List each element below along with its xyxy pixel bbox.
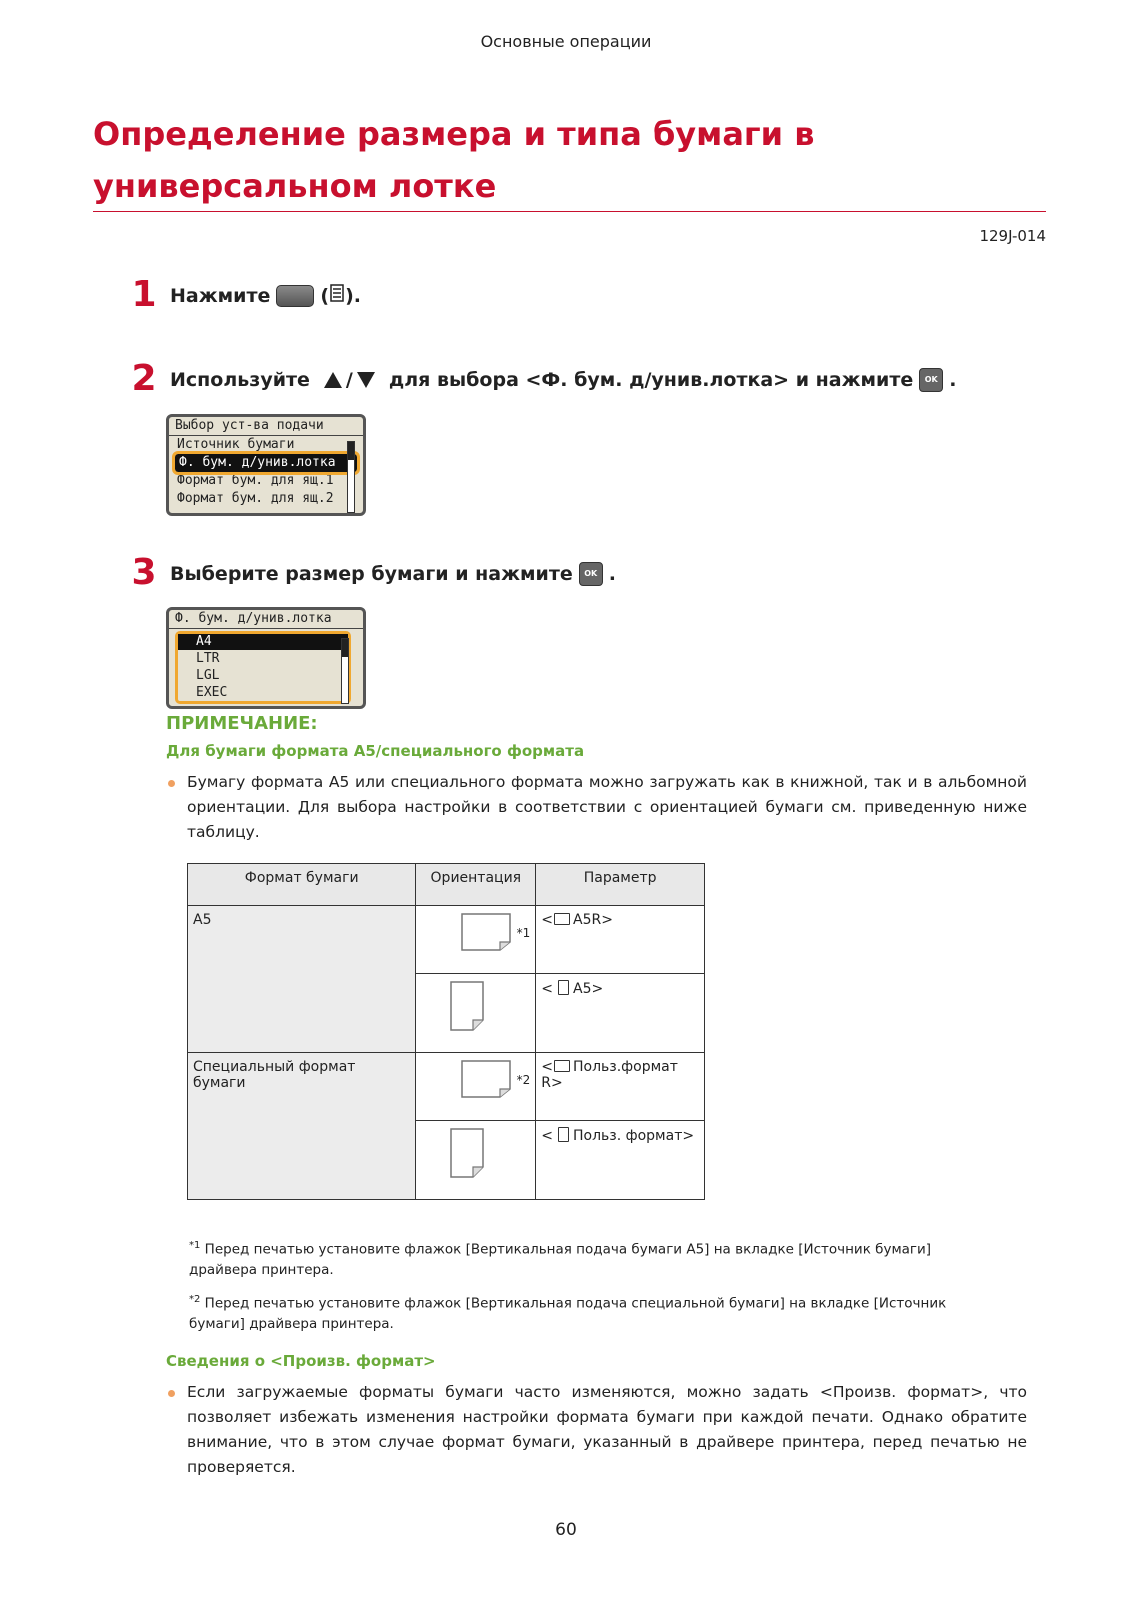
param-value: A5> [573,981,604,997]
bullet-icon [168,1390,175,1397]
page-title [93,108,1043,212]
landscape-paper-icon [554,1060,570,1072]
param-value: A5R> [573,912,613,928]
portrait-paper-icon [558,980,569,995]
page-number: 60 [555,1520,577,1540]
step-3-number: 3 [131,552,157,593]
menu-key-icon [276,285,314,307]
param-bracket: < [541,981,553,997]
footnote-mark: *1 [189,1240,201,1251]
param-bracket: < [541,912,553,928]
title-divider [93,211,1046,212]
param-value: Польз. формат> [573,1128,695,1144]
lcd-item: EXEC [196,685,228,700]
table-row [188,1053,705,1121]
running-header: Основные операции [480,32,652,51]
table-row [188,906,705,974]
paper-portrait-icon [449,1127,485,1179]
table-cell-orientation [416,1121,536,1200]
footnote-1 [189,1236,999,1280]
lcd-item: LGL [196,668,220,683]
lcd-screen-paper-size [166,607,366,709]
lcd-item: Источник бумаги [177,437,295,452]
step-3-text [170,562,616,586]
step-2-text [170,368,956,392]
step-2-instruction: для выбора <Ф. бум. д/унив.лотка> и нажмите [388,369,914,391]
step-2-slash: / [345,369,353,391]
paper-portrait-icon [449,980,485,1032]
page-title-line-2: универсальном лотке [93,167,497,205]
paper-settings-table [187,863,705,1200]
lcd-scroll-thumb [342,639,348,657]
portrait-paper-icon [558,1127,569,1142]
table-cell-parameter [536,1121,705,1200]
note-heading: ПРИМЕЧАНИЕ: [166,713,318,734]
bullet-icon [168,780,175,787]
up-arrow-icon [324,372,342,388]
paper-landscape-icon [460,912,512,952]
lcd-title: Ф. бум. д/унив.лотка [169,610,363,629]
lcd-scrollbar [347,441,355,513]
lcd-screen-feed-select [166,414,366,516]
landscape-paper-icon [554,913,570,925]
footnote-text: Перед печатью установите флажок [Вертикальная подача бумаги A5] на вкладке [Источник бумаги] драйвера принтера. [189,1241,932,1278]
ok-key-icon: OK [919,368,943,392]
step-3-end: . [608,563,616,585]
step-2-label: Используйте [170,369,310,391]
table-header-format: Формат бумаги [188,864,416,906]
page-title-line-1: Определение размера и типа бумаги в [93,115,815,153]
document-id: 129J-014 [979,227,1046,245]
param-bracket: < [541,1059,553,1075]
footnote-mark: *2 [189,1294,201,1305]
paper-landscape-icon [460,1059,512,1099]
footnote-2 [189,1290,999,1334]
lcd-scroll-thumb [348,442,354,460]
lcd-item: LTR [196,651,220,666]
down-arrow-icon [357,372,375,388]
param-bracket: < [541,1128,553,1144]
step-3-label: Выберите размер бумаги и нажмите [170,563,573,585]
table-cell-format: A5 [188,906,416,1053]
table-cell-orientation [416,974,536,1053]
ok-key-icon: OK [579,562,603,586]
note-paragraph-a5: Бумагу формата A5 или специального формата можно загружать как в книжной, так и в альбомной ориентации. Для выбора настройки в соответствии с ориентацией бумаги см. приведенную ниже таблицу. [187,773,1027,841]
step-1-paren-close: ). [345,284,361,307]
footnote-ref: *1 [516,926,531,940]
menu-icon [330,284,344,307]
step-1-text [170,284,361,307]
param-value: Польз.формат R> [541,1059,678,1091]
step-2-number: 2 [131,358,157,399]
lcd-item: Формат бум. для ящ.2 [177,491,334,506]
step-1-number: 1 [131,274,157,315]
table-header-row [188,864,705,906]
lcd-list-frame [175,631,351,704]
note-paragraph-custom: Если загружаемые форматы бумаги часто изменяются, можно задать <Произв. формат>, что позволяет избежать изменения настройки формата бумаги при каждой печати. Однако обратите внимание, что в этом случае формат бумаги, указанный в драйвере принтера, перед печатью не проверяется. [187,1383,1027,1476]
step-1-label: Нажмите [170,284,271,307]
table-cell-parameter [536,974,705,1053]
footnote-ref: *2 [516,1073,531,1087]
lcd-item: Формат бум. для ящ.1 [177,473,334,488]
note-subheading-custom: Сведения о <Произв. формат> [166,1352,436,1370]
lcd-item-selected: A4 [178,634,348,650]
lcd-scrollbar [341,638,349,704]
table-cell-orientation [416,1053,536,1121]
step-1-paren-open: ( [320,284,330,307]
step-2-end: . [949,369,957,391]
lcd-item-selected: Ф. бум. д/унив.лотка [175,454,357,472]
table-cell-parameter [536,1053,705,1121]
table-header-parameter: Параметр [536,864,705,906]
table-cell-format: Специальный формат бумаги [188,1053,416,1200]
footnote-text: Перед печатью установите флажок [Вертикальная подача специальной бумаги] на вкладке [Источник бумаги] драйвера принтера. [189,1295,947,1332]
lcd-title: Выбор уст-ва подачи [169,417,363,436]
table-header-orientation: Ориентация [416,864,536,906]
table-cell-orientation [416,906,536,974]
table-cell-parameter [536,906,705,974]
note-subheading-a5: Для бумаги формата A5/специального формата [166,742,585,760]
